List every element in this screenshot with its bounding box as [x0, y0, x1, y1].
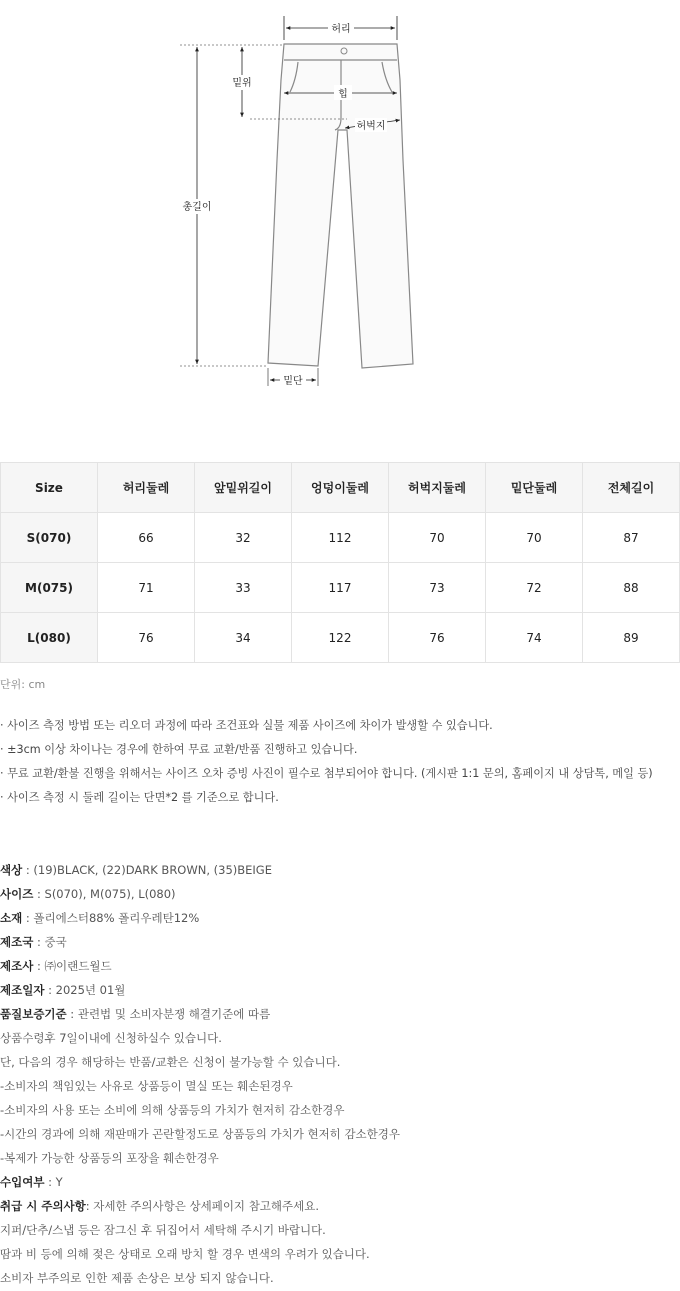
value-cell: 34 [195, 613, 292, 663]
header-hem: 밑단둘레 [486, 463, 583, 513]
info-value: : S(070), M(075), L(080) [33, 887, 176, 901]
info-value: : 자세한 주의사항은 상세페이지 참고해주세요. [85, 1199, 320, 1213]
info-value: 땀과 비 등에 의해 젖은 상태로 오래 방치 할 경우 변색의 우려가 있습니다. [0, 1247, 370, 1261]
note-item: · 사이즈 측정 방법 또는 리오더 과정에 따라 조건표와 실물 제품 사이즈에 차이가 발생할 수 있습니다. [0, 719, 493, 732]
info-label: 소재 [0, 911, 23, 925]
info-row-text [0, 1122, 680, 1146]
value-cell: 112 [292, 513, 389, 563]
info-row-text [0, 1098, 680, 1122]
info-row-date [0, 978, 680, 1002]
value-cell: 88 [583, 563, 680, 613]
info-row-text [0, 1146, 680, 1170]
info-row-text [0, 1074, 680, 1098]
value-cell: 70 [486, 513, 583, 563]
info-label: 색상 [0, 863, 23, 877]
value-cell: 66 [98, 513, 195, 563]
value-cell: 71 [98, 563, 195, 613]
value-cell: 87 [583, 513, 680, 563]
info-row-text [0, 1242, 680, 1266]
size-table [0, 462, 680, 663]
header-hip: 엉덩이둘레 [292, 463, 389, 513]
header-total-length: 전체길이 [583, 463, 680, 513]
size-table-header-row [1, 463, 680, 513]
info-row-text [0, 1266, 680, 1290]
info-value: 지퍼/단추/스냅 등은 잠그신 후 뒤집어서 세탁해 주시기 바랍니다. [0, 1223, 326, 1237]
info-value: : (19)BLACK, (22)DARK BROWN, (35)BEIGE [22, 863, 272, 877]
hip-label: 힙 [338, 89, 348, 100]
info-value: : 중국 [33, 935, 67, 949]
value-cell: 74 [486, 613, 583, 663]
info-value: -소비자의 책임있는 사유로 상품등이 멸실 또는 훼손된경우 [0, 1079, 293, 1093]
table-row [1, 513, 680, 563]
info-row-text [0, 1026, 680, 1050]
size-cell: M(075) [1, 563, 98, 613]
info-value: : 2025년 01월 [44, 983, 126, 997]
info-value: 상품수령후 7일이내에 신청하실수 있습니다. [0, 1031, 222, 1045]
info-label: 제조일자 [0, 983, 45, 997]
info-value: -소비자의 사용 또는 소비에 의해 상품등의 가치가 현저히 감소한경우 [0, 1103, 345, 1117]
size-cell: L(080) [1, 613, 98, 663]
value-cell: 32 [195, 513, 292, 563]
info-row-text [0, 1218, 680, 1242]
info-row-care [0, 1194, 680, 1218]
waist-label: 허리 [331, 24, 351, 35]
pants-measurement-diagram [0, 0, 680, 400]
value-cell: 76 [389, 613, 486, 663]
note-item: · ±3cm 이상 차이나는 경우에 한하여 무료 교환/반품 진행하고 있습니다. [0, 743, 358, 756]
size-cell: S(070) [1, 513, 98, 563]
info-value: : 폴리에스터88% 폴리우레탄12% [22, 911, 200, 925]
header-waist: 허리둘레 [98, 463, 195, 513]
value-cell: 72 [486, 563, 583, 613]
info-row-country [0, 930, 680, 954]
header-thigh: 허벅지둘레 [389, 463, 486, 513]
value-cell: 70 [389, 513, 486, 563]
info-row-manufacturer [0, 954, 680, 978]
info-row-import [0, 1170, 680, 1194]
header-size: Size [1, 463, 98, 513]
info-label: 품질보증기준 [0, 1007, 67, 1021]
info-row-size [0, 882, 680, 906]
info-label: 수입여부 [0, 1175, 45, 1189]
note-item: · 사이즈 측정 시 둘레 길이는 단면*2 를 기준으로 합니다. [0, 791, 279, 804]
info-value: 단, 다음의 경우 해당하는 반품/교환은 신청이 불가능할 수 있습니다. [0, 1055, 341, 1069]
info-label: 사이즈 [0, 887, 34, 901]
size-notes-list [0, 714, 680, 810]
info-value: : Y [44, 1175, 63, 1189]
info-value: : ㈜이랜드월드 [33, 959, 112, 973]
value-cell: 33 [195, 563, 292, 613]
info-value: -복제가 가능한 상품등의 포장을 훼손한경우 [0, 1151, 219, 1165]
note-item: · 무료 교환/환불 진행을 위해서는 사이즈 오차 증빙 사진이 필수로 첨부되어야 합니다. (게시판 1:1 문의, 홈페이지 내 상담톡, 메일 등) [0, 767, 653, 780]
info-value: 소비자 부주의로 인한 제품 손상은 보상 되지 않습니다. [0, 1271, 274, 1285]
rise-label: 밑위 [232, 78, 252, 89]
table-row [1, 563, 680, 613]
value-cell: 117 [292, 563, 389, 613]
info-row-material [0, 906, 680, 930]
hem-label: 밑단 [283, 376, 303, 387]
info-value: : 관련법 및 소비자분쟁 해결기준에 따름 [66, 1007, 271, 1021]
info-row-text [0, 1050, 680, 1074]
header-front-rise: 앞밑위길이 [195, 463, 292, 513]
value-cell: 76 [98, 613, 195, 663]
table-row [1, 613, 680, 663]
product-info [0, 858, 680, 1290]
info-value: -시간의 경과에 의해 재판매가 곤란할정도로 상품등의 가치가 현저히 감소한경우 [0, 1127, 400, 1141]
info-label: 취급 시 주의사항 [0, 1199, 86, 1213]
total-length-label: 총길이 [182, 202, 212, 213]
value-cell: 73 [389, 563, 486, 613]
info-row-warranty [0, 1002, 680, 1026]
value-cell: 89 [583, 613, 680, 663]
thigh-label: 허벅지 [356, 121, 386, 132]
value-cell: 122 [292, 613, 389, 663]
info-label: 제조국 [0, 935, 34, 949]
info-row-color [0, 858, 680, 882]
info-label: 제조사 [0, 959, 34, 973]
unit-note: 단위: cm [0, 678, 46, 691]
